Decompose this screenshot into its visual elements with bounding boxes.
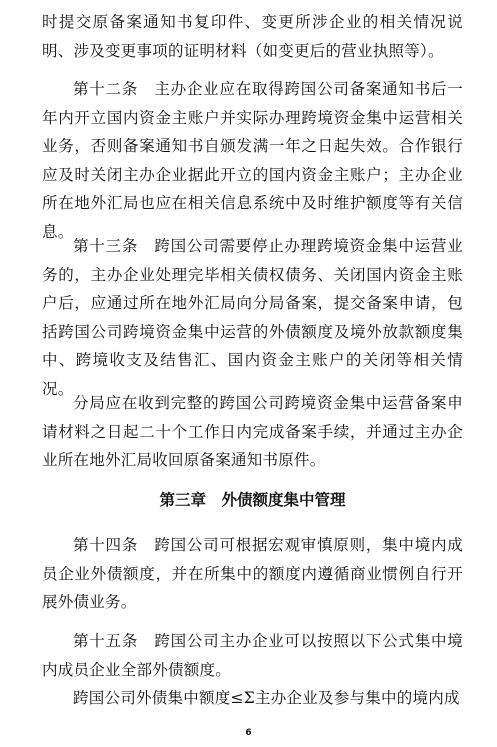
paragraph-continuation: 时提交原备案通知书复印件、变更所涉企业的相关情况说明、涉及变更事项的证明材料（如变更后的营业执照等）。: [42, 13, 463, 60]
article-14-paragraph: 第十四条 跨国公司可根据宏观审慎原则，集中境内成员企业外债额度，并在所集中的额度内遵循商业惯例自行开展外债业务。: [42, 536, 463, 611]
article-13-paragraph: 第十三条 跨国公司需要停止办理跨境资金集中运营业务的，主办企业处理完毕相关债权债务、关闭国内资金主账户后，应通过所在地外汇局向分局备案，提交备案申请，包括跨国公司跨境资金集中运营的外债额度及境外放款额度集中、跨境收支及结售汇、国内资金主账户的关闭等相关情况。: [42, 237, 463, 398]
page-number: 6: [245, 728, 252, 738]
chapter-heading: 第三章 外债额度集中管理: [159, 491, 346, 509]
article-12-paragraph: 第十二条 主办企业应在取得跨国公司备案通知书后一年内开立国内资金主账户并实际办理跨境资金集中运营相关业务，否则备案通知书自颁发满一年之日起失效。合作银行应及时关闭主办企业据此开立的国内资金主账户；主办企业所在地外汇局也应在相关信息系统中及时维护额度等有关信息。: [42, 80, 463, 241]
article-15-paragraph: 第十五条 跨国公司主办企业可以按照以下公式集中境内成员企业全部外债额度。: [42, 632, 463, 679]
branch-filing-paragraph: 分局应在收到完整的跨国公司跨境资金集中运营备案申请材料之日起二十个工作日内完成备案手续，并通过主办企业所在地外汇局收回原备案通知书原件。: [42, 394, 463, 469]
formula-paragraph: 跨国公司外债集中额度≤Σ主办企业及参与集中的境内成: [73, 689, 460, 707]
